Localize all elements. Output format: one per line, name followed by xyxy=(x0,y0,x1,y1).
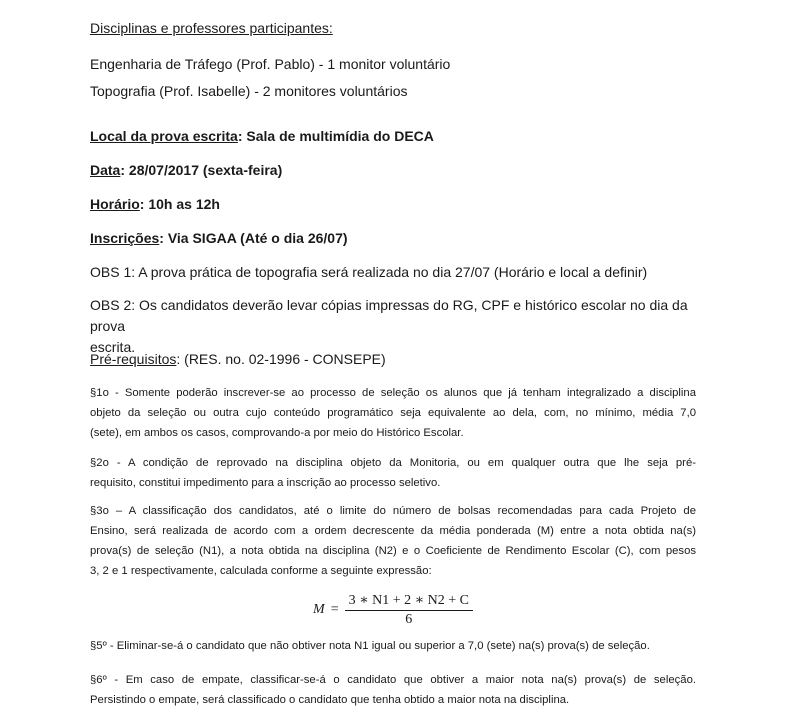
paragraph-line: requisito, constitui impedimento para a inscrição ao processo seletivo. xyxy=(90,477,441,489)
paragraph-line: 3, 2 e 1 respectivamente, calculada conforme a seguinte expressão: xyxy=(90,565,432,577)
formula-denominator: 6 xyxy=(405,612,413,627)
exam-time-label: Horário xyxy=(90,196,140,212)
formula-fraction xyxy=(345,592,473,628)
formula-lhs: M xyxy=(313,602,325,617)
paragraph-line: §2o - A condição de reprovado na disciplina objeto da Monitoria, ou em qualquer outra que lhe seja pré- xyxy=(90,457,696,469)
exam-registration-label: Inscrições xyxy=(90,230,160,246)
paragraph-line: Ensino, será realizada de acordo com a ordem decrescente da média ponderada (M) entre a nota obtida na(s) xyxy=(90,525,696,537)
paragraph-3 xyxy=(90,501,696,581)
exam-date-value: : 28/07/2017 (sexta-feira) xyxy=(120,162,283,178)
exam-local-value: : Sala de multimídia do DECA xyxy=(237,128,434,144)
formula-equals: = xyxy=(330,602,339,617)
paragraph-line: §5º - Eliminar-se-á o candidato que não obtiver nota N1 igual ou superior a 7,0 (sete) na(s) prova(s) de seleção. xyxy=(90,640,650,652)
paragraph-line: §6º - Em caso de empate, classificar-se-á o candidato que obtiver a maior nota na(s) prova(s) de seleção. xyxy=(90,674,696,686)
prerequisites-label: Pré-requisitos xyxy=(90,351,177,367)
section-title: Disciplinas e professores participantes: xyxy=(90,20,333,36)
weighted-average-formula xyxy=(90,590,696,630)
discipline-item: Topografia (Prof. Isabelle) - 2 monitores voluntários xyxy=(90,83,408,99)
exam-time xyxy=(90,194,220,214)
paragraph-5 xyxy=(90,636,696,656)
exam-registration xyxy=(90,228,348,248)
paragraph-line: objeto da seleção ou outra cujo conteúdo programático seja equivalente ao dela, com, no mínimo, média 7,0 xyxy=(90,407,696,419)
discipline-item: Engenharia de Tráfego (Prof. Pablo) - 1 monitor voluntário xyxy=(90,56,451,72)
exam-registration-value: : Via SIGAA (Até o dia 26/07) xyxy=(159,230,348,246)
paragraph-2 xyxy=(90,453,696,493)
paragraph-line: (sete), em ambos os casos, comprovando-a por meio do Histórico Escolar. xyxy=(90,427,464,439)
paragraph-line: Persistindo o empate, será classificado o candidato que tenha obtido a maior nota na disciplina. xyxy=(90,694,570,706)
paragraph-line: §3o – A classificação dos candidatos, até o limite do número de bolsas recomendadas para cada Projeto de xyxy=(90,505,696,517)
formula-numerator: 3 ∗ N1 + 2 ∗ N2 + C xyxy=(345,592,473,611)
obs-2-line: escrita. xyxy=(90,339,136,355)
paragraph-line: prova(s) de seleção (N1), a nota obtida na disciplina (N2) e o Coeficiente de Rendimento Escolar (C), com pesos xyxy=(90,545,696,557)
prerequisites-value: : (RES. no. 02-1996 - CONSEPE) xyxy=(176,351,386,367)
exam-local-label: Local da prova escrita xyxy=(90,128,238,144)
exam-local xyxy=(90,126,434,146)
paragraph-line: §1o - Somente poderão inscrever-se ao processo de seleção os alunos que já tenham integralizado a disciplina xyxy=(90,387,696,399)
obs-1: OBS 1: A prova prática de topografia será realizada no dia 27/07 (Horário e local a definir) xyxy=(90,264,648,280)
exam-time-value: : 10h as 12h xyxy=(139,196,220,212)
prerequisites xyxy=(90,349,386,369)
exam-date-label: Data xyxy=(90,162,121,178)
paragraph-1 xyxy=(90,383,696,443)
obs-2-line: OBS 2: Os candidatos deverão levar cópias impressas do RG, CPF e histórico escolar no dia da prova xyxy=(90,297,688,334)
exam-date xyxy=(90,160,282,180)
paragraph-6 xyxy=(90,670,696,710)
